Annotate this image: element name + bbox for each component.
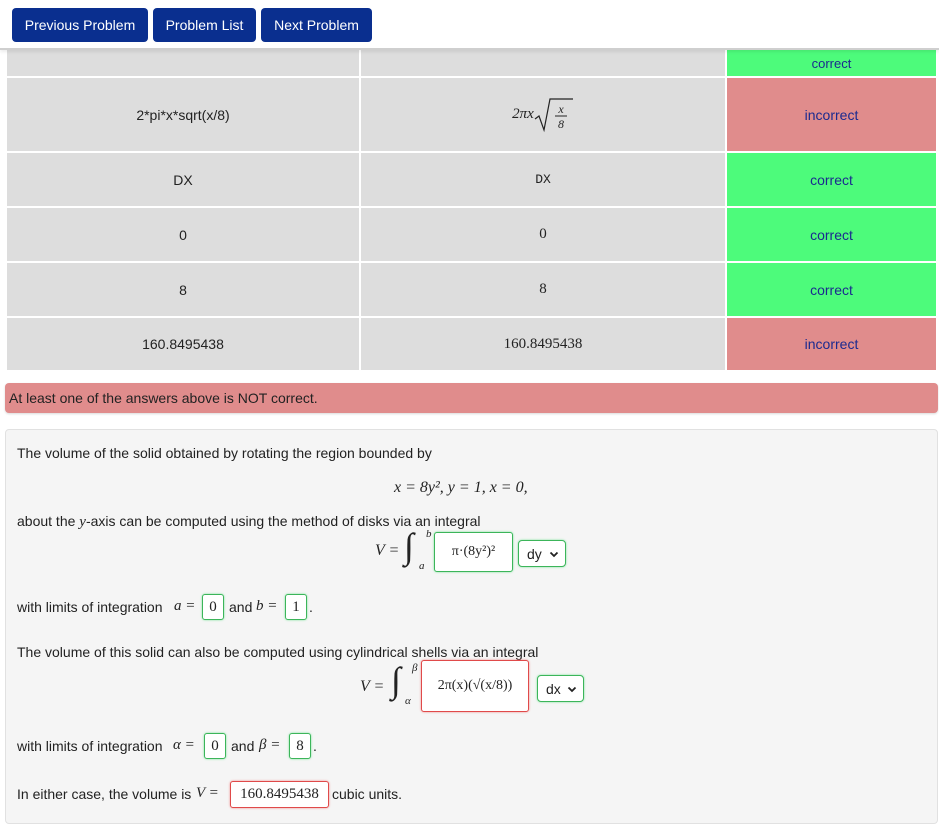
preview-cell xyxy=(360,77,726,152)
disks-variable: y xyxy=(79,514,86,530)
entered-cell: DX xyxy=(6,152,360,207)
a-input[interactable]: 0 xyxy=(202,594,224,620)
problem-intro: The volume of the solid obtained by rotating the region bounded by xyxy=(17,445,432,461)
entered-cell: 160.8495438 xyxy=(6,317,360,371)
result-cell: incorrect xyxy=(726,317,937,371)
b-label: b = xyxy=(256,598,278,614)
navigation-bar xyxy=(0,0,939,50)
b-input[interactable]: 1 xyxy=(285,594,307,620)
final-volume-label: V = xyxy=(196,785,219,801)
lower-limit-a: a xyxy=(419,560,425,572)
limits-text-2: with limits of integration xyxy=(17,738,163,754)
feedback-alert xyxy=(5,383,938,413)
preview-cell: 0 xyxy=(360,207,726,262)
problem-list-button[interactable]: Problem List xyxy=(153,8,256,42)
answer-results-table xyxy=(5,36,938,372)
next-problem-button[interactable]: Next Problem xyxy=(261,8,372,42)
integral-sign-icon: ∫ xyxy=(404,526,414,566)
disks-text-start: about the xyxy=(17,513,80,529)
upper-limit-b: b xyxy=(426,528,432,540)
lower-limit-alpha: α xyxy=(405,695,411,707)
table-row xyxy=(6,317,937,371)
preview-cell: 8 xyxy=(360,262,726,317)
table-row xyxy=(6,207,937,262)
previous-problem-button[interactable]: Previous Problem xyxy=(12,8,148,42)
shell-variable-select[interactable] xyxy=(537,675,584,702)
shell-variable-value: dx xyxy=(546,680,561,697)
integral-sign-icon: ∫ xyxy=(391,660,401,700)
period: . xyxy=(309,599,313,615)
disk-variable-select[interactable] xyxy=(518,540,566,567)
entered-cell: 0 xyxy=(6,207,360,262)
table-row xyxy=(6,262,937,317)
result-cell: correct xyxy=(726,262,937,317)
result-cell: incorrect xyxy=(726,77,937,152)
volume-answer-input[interactable]: 160.8495438 xyxy=(230,781,329,808)
shell-volume-label: V = xyxy=(360,678,385,695)
units-text: cubic units. xyxy=(332,786,403,802)
a-label: a = xyxy=(174,598,196,614)
alpha-label: α = xyxy=(173,737,195,753)
preview-cell: DX xyxy=(360,152,726,207)
shells-description: The volume of this solid can also be computed using cylindrical shells via an integral xyxy=(17,644,539,660)
entered-cell: 8 xyxy=(6,262,360,317)
problem-panel xyxy=(5,429,938,824)
chevron-down-icon xyxy=(549,549,559,559)
table-row xyxy=(6,77,937,152)
sqrt-symbol-icon xyxy=(534,97,574,133)
alpha-input[interactable]: 0 xyxy=(204,733,226,759)
disks-text-end: -axis can be computed using the method of disks via an integral xyxy=(85,513,481,529)
limits-text-1: with limits of integration xyxy=(17,599,163,615)
beta-label: β = xyxy=(259,737,281,753)
result-cell: correct xyxy=(726,152,937,207)
region-equation: x = 8y², y = 1, x = 0, xyxy=(394,479,528,496)
beta-input[interactable]: 8 xyxy=(289,733,311,759)
disk-volume-label: V = xyxy=(375,542,400,559)
entered-cell: 2*pi*x*sqrt(x/8) xyxy=(6,77,360,152)
table-row xyxy=(6,152,937,207)
final-text: In either case, the volume is xyxy=(17,786,192,802)
shell-integrand-input[interactable]: 2π(x)(√(x/8)) xyxy=(421,660,529,712)
svg-text:x: x xyxy=(558,101,564,116)
chevron-down-icon xyxy=(567,684,577,694)
alert-message: At least one of the answers above is NOT correct. xyxy=(9,390,318,406)
disk-integrand-input[interactable]: π·(8y²)² xyxy=(434,532,513,572)
and-text-1: and xyxy=(229,599,253,615)
result-cell: correct xyxy=(726,207,937,262)
disk-variable-value: dy xyxy=(527,545,542,562)
period: . xyxy=(313,738,317,754)
preview-math: 2πx x 8 xyxy=(512,97,574,133)
upper-limit-beta: β xyxy=(412,662,418,674)
result-label: correct xyxy=(811,56,852,71)
svg-text:8: 8 xyxy=(557,116,564,131)
preview-cell: 160.8495438 xyxy=(360,317,726,371)
and-text-2: and xyxy=(231,738,255,754)
